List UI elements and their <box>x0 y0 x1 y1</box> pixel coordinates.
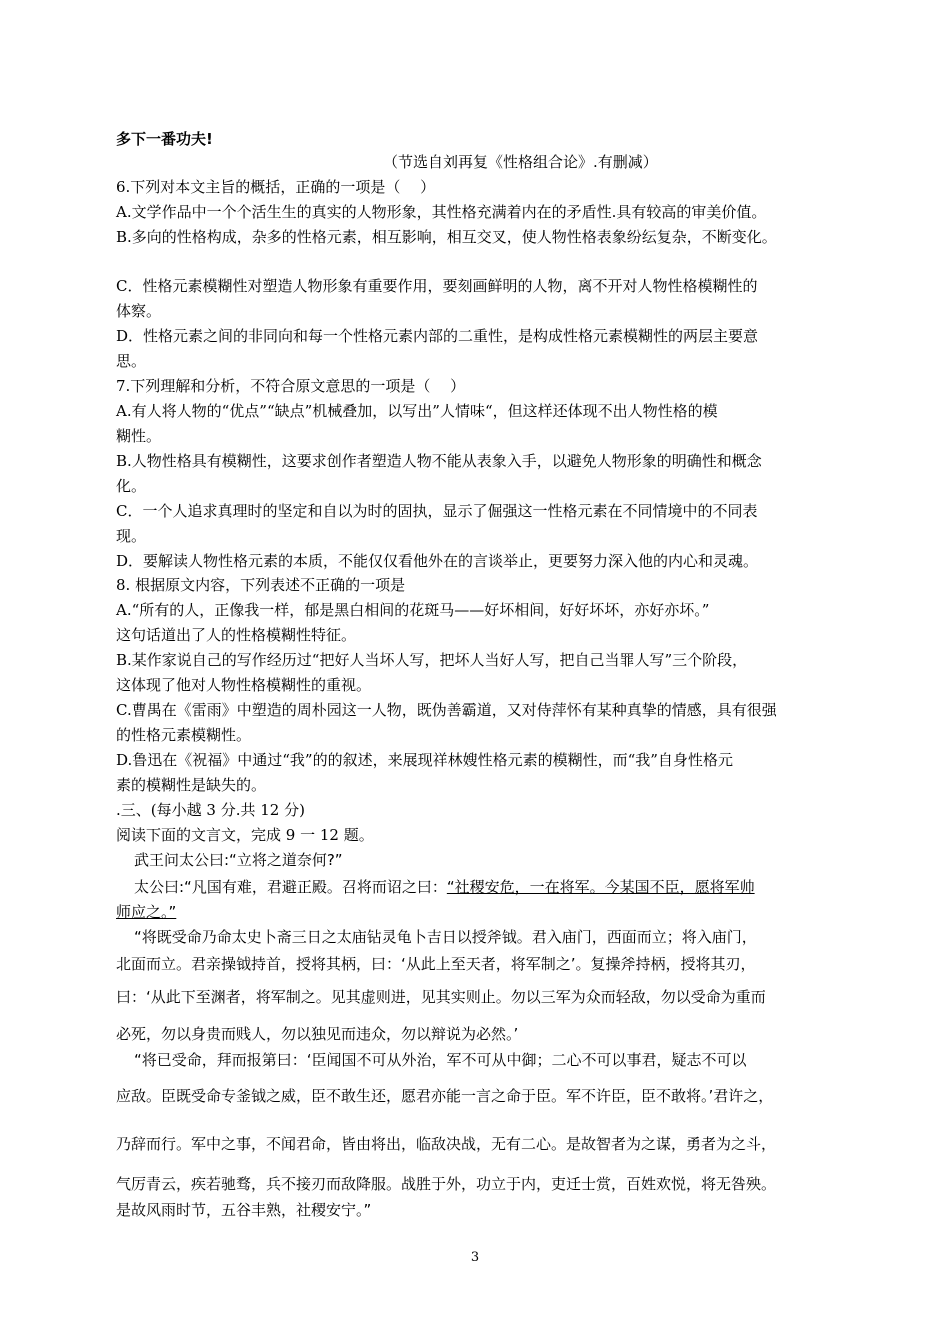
source-citation: （节选自刘再复《性格组合论》.有删减） <box>383 153 658 171</box>
q6-option-d-cont: 思。 <box>116 352 147 370</box>
q6-option-a: A.文学作品中一个个活生生的真实的人物形象，其性格充满着内在的矛盾性.具有较高的审美价值。 <box>116 203 767 221</box>
q7-option-b-cont: 化。 <box>116 477 147 495</box>
q6-option-b: B.多向的性格构成，杂多的性格元素，相互影响，相互交叉，使人物性格表象纷纭复杂，不断变化。 <box>116 228 777 246</box>
q7-option-c-cont: 现。 <box>116 527 147 545</box>
passage-line: 曰：‘从此下至渊者，将军制之。见其虚则进，见其实则止。勿以三军为众而轻敌，勿以受命为重而 <box>116 988 766 1006</box>
passage-line: 是故风雨时节，五谷丰熟，社稷安宁。” <box>116 1201 372 1219</box>
q7-option-a: A.有人将人物的“优点”“缺点”机械叠加，以写出”人情味“，但这样还体现不出人物性格的模 <box>116 402 718 420</box>
q8-option-c-cont: 的性格元素模糊性。 <box>116 726 252 744</box>
q7-option-d: D．要解读人物性格元素的本质，不能仅仅看他外在的言谈举止，更要努力深入他的内心和灵魂。 <box>116 552 759 570</box>
q7-option-b: B.人物性格具有模糊性，这要求创作者塑造人物不能从表象入手，以避免人物形象的明确性和概念 <box>116 452 762 470</box>
q7-option-a-cont: 糊性。 <box>116 427 162 445</box>
q6-stem: 6.下列对本文主旨的概括，正确的一项是（ ） <box>116 178 436 196</box>
passage-line: “将已受命，拜而报第曰：‘臣闻国不可从外治，军不可从中御；二心不可以事君，疑志不可以 <box>134 1051 747 1069</box>
passage-line: 武王问太公曰:“立将之道奈何?” <box>134 851 343 869</box>
q8-option-c: C.曹禺在《雷雨》中塑造的周朴园这一人物，既伪善霸道，又对侍萍怀有某种真挚的情感，具有很强 <box>116 701 777 719</box>
passage-line: 应敌。臣既受命专釜钺之威，臣不敢生还，愿君亦能一言之命于臣。军不许臣，臣不敢将。’君许之， <box>116 1087 774 1105</box>
passage-line-underlined: 师应之。” <box>116 903 177 921</box>
q8-option-a: A.“所有的人，正像我一样，郁是黑白相间的花斑马——好坏相间，好好坏坏，亦好亦坏。” <box>116 601 710 619</box>
intro-line: 多下一番功夫! <box>116 130 213 148</box>
passage-line: 北面而立。君亲操钺持首，授将其柄，曰：‘从此上至天者，将军制之’。复操斧持柄，授将其刃， <box>116 955 756 973</box>
passage-line: 乃辞而行。军中之事，不闻君命，皆由将出，临敌决战，无有二心。是故智者为之谋，勇者为之斗， <box>116 1135 777 1153</box>
q6-option-d: D．性格元素之间的非同向和每一个性格元素内部的二重性，是构成性格元素模糊性的两层主要意 <box>116 327 759 345</box>
passage-line: “将既受命乃命太史卜斋三日之太庙钻灵龟卜吉日以授斧钺。君入庙门，西面而立；将入庙门， <box>134 928 757 946</box>
passage-line: 气厉青云，疾若驰骛，兵不接刃而敌降服。战胜于外，功立于内，吏迁士赏，百姓欢悦，将无咎殃。 <box>116 1175 777 1193</box>
underlined-sentence: “社稷安危，一在将军。今某国不臣，愿将军帅 <box>446 878 755 896</box>
page-number: 3 <box>470 1250 480 1265</box>
section-3-instruction: 阅读下面的文言文，完成 9 一 12 题。 <box>116 826 374 844</box>
section-3-heading: .三、(每小越 3 分.共 12 分) <box>116 801 305 819</box>
passage-line: 太公曰:“凡国有难，君避正殿。召将而诏之曰：“社稷安危，一在将军。今某国不臣，愿将军帅 <box>134 878 755 896</box>
q7-option-c: C．一个人追求真理时的坚定和自以为时的固执，显示了倔强这一性格元素在不同情境中的不同表 <box>116 502 758 520</box>
q8-option-a-cont: 这句话道出了人的性格模糊性特征。 <box>116 626 357 644</box>
passage-line: 必死，勿以身贵而贱人，勿以独见而违众，勿以辩说为必然。’ <box>116 1025 519 1043</box>
q8-option-b-cont: 这体现了他对人物性格模糊性的重视。 <box>116 676 372 694</box>
q8-option-d-cont: 素的模糊性是缺失的。 <box>116 776 267 794</box>
q8-option-d: D.鲁迅在《祝福》中通过“我”的的叙述，来展现祥林嫂性格元素的模糊性，而“我”自身性格元 <box>116 751 733 769</box>
q7-stem: 7.下列理解和分析，不符合原文意思的一项是（ ） <box>116 377 466 395</box>
q8-stem: 8. 根据原文内容，下列表述不正确的一项是 <box>116 576 406 594</box>
q6-option-c: C．性格元素模糊性对塑造人物形象有重要作用，要刻画鲜明的人物，离不开对人物性格模糊性的 <box>116 277 758 295</box>
q6-option-c-cont: 体察。 <box>116 302 162 320</box>
q8-option-b: B.某作家说自己的写作经历过“把好人当坏人写，把坏人当好人写，把自己当罪人写”三个阶段， <box>116 651 748 669</box>
